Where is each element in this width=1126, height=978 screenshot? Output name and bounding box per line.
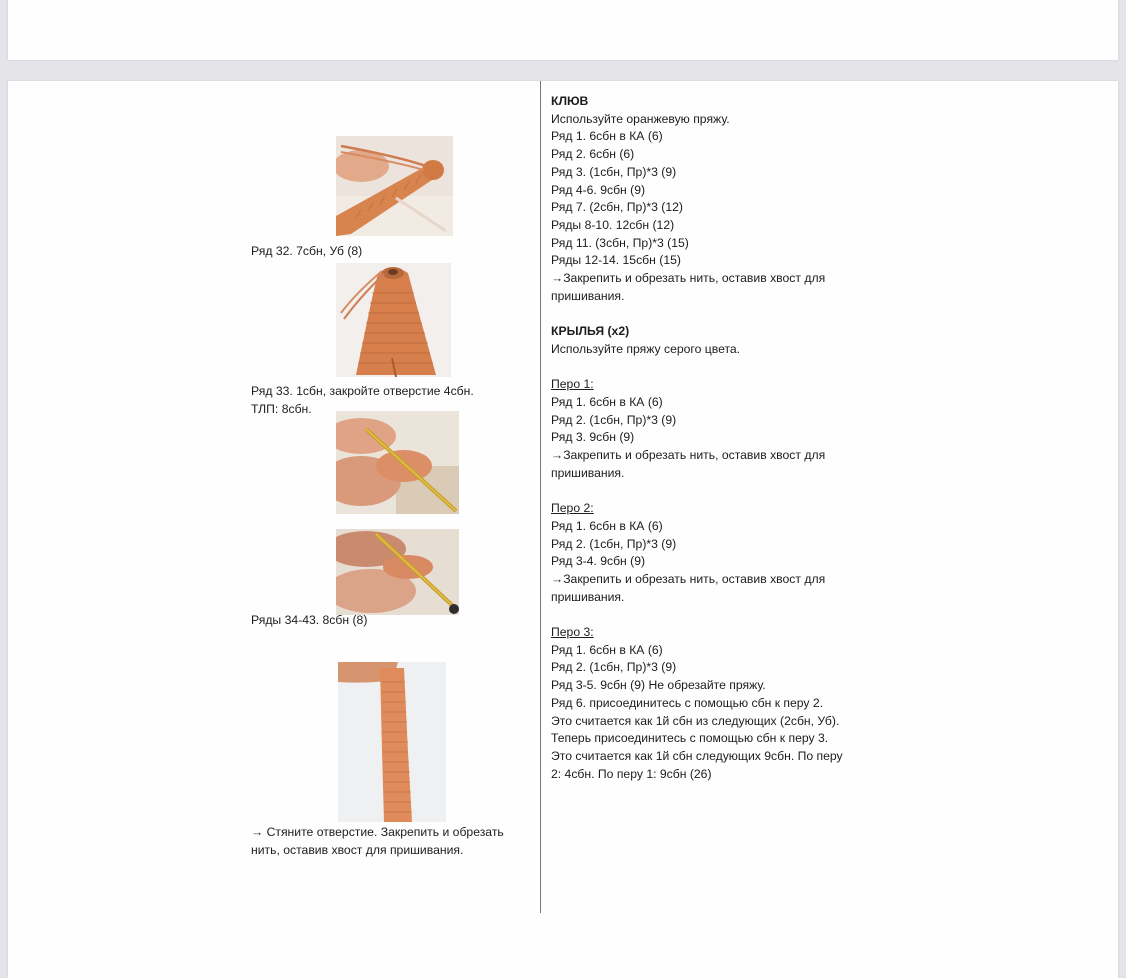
feather-1-heading: Перо 1: [551, 377, 594, 392]
wings-heading: КРЫЛЬЯ (x2) [551, 324, 630, 339]
feather-3-line: 2: 4сбн. По перу 1: 9сбн (26) [551, 766, 712, 781]
wings-intro: Используйте пряжу серого цвета. [551, 341, 741, 356]
beak-line: Ряд 11. (3сбн, Пр)*3 (15) [551, 235, 689, 250]
beak-line: Ряд 4-6. 9сбн (9) [551, 182, 646, 197]
crochet-bell-shape-photo [336, 263, 451, 377]
caption-tlp: ТЛП: 8сбн. [251, 402, 312, 416]
feather-2-line: Ряд 3-4. 9сбн (9) [551, 554, 646, 569]
crochet-hook-closing-photo [336, 411, 459, 514]
caption-close-opening: → Стяните отверстие. Закрепить и обрезать [251, 825, 504, 839]
feather-1-line: →Закрепить и обрезать нить, оставив хвост для [551, 448, 826, 463]
previous-page [8, 0, 1118, 60]
feather-3-line: Ряд 2. (1сбн, Пр)*3 (9) [551, 660, 677, 675]
beak-line: Ряд 7. (2сбн, Пр)*3 (12) [551, 200, 683, 215]
crochet-long-leg-photo [338, 662, 446, 822]
beak-line: Ряд 3. (1сбн, Пр)*3 (9) [551, 164, 677, 179]
caption-close-opening-2: нить, оставив хвост для пришивания. [251, 843, 464, 857]
feather-2-heading: Перо 2: [551, 501, 594, 516]
feather-2-line: пришивания. [551, 589, 625, 604]
feather-3-line: Это считается как 1й сбн из следующих (2сбн, Уб). [551, 713, 840, 728]
feather-3-line: Это считается как 1й сбн следующих 9сбн. По перу [551, 748, 843, 763]
feather-3-heading: Перо 3: [551, 625, 594, 640]
feather-2-line: Ряд 2. (1сбн, Пр)*3 (9) [551, 536, 677, 551]
feather-3-line: Теперь присоединитесь с помощью сбн к перу 3. [551, 731, 829, 746]
beak-line: Ряд 1. 6сбн в КА (6) [551, 129, 663, 144]
beak-line: пришивания. [551, 288, 625, 303]
feather-1-line: Ряд 1. 6сбн в КА (6) [551, 394, 663, 409]
feather-3-line: Ряд 3-5. 9сбн (9) Не обрезайте пряжу. [551, 678, 766, 693]
pattern-text-column [551, 93, 891, 783]
feather-2-line: Ряд 1. 6сбн в КА (6) [551, 518, 663, 533]
beak-line: Ряды 12-14. 15сбн (15) [551, 253, 681, 268]
caption-row-32: Ряд 32. 7сбн, Уб (8) [251, 244, 363, 258]
caption-rows-34-43: Ряды 34-43. 8сбн (8) [251, 613, 368, 627]
beak-line: →Закрепить и обрезать нить, оставив хвост для [551, 271, 826, 286]
caption-row-33: Ряд 33. 1сбн, закройте отверстие 4сбн. [251, 384, 474, 398]
feather-1-line: пришивания. [551, 465, 625, 480]
beak-line: Ряды 8-10. 12сбн (12) [551, 217, 675, 232]
feather-2-line: →Закрепить и обрезать нить, оставив хвост для [551, 571, 826, 586]
feather-3-line: Ряд 1. 6сбн в КА (6) [551, 642, 663, 657]
beak-line: Ряд 2. 6сбн (6) [551, 147, 635, 162]
feather-3-line: Ряд 6. присоединитесь с помощью сбн к перу 2. [551, 695, 824, 710]
feather-1-line: Ряд 2. (1сбн, Пр)*3 (9) [551, 412, 677, 427]
feather-1-line: Ряд 3. 9сбн (9) [551, 430, 635, 445]
document-page [8, 81, 1118, 978]
beak-line: Используйте оранжевую пряжу. [551, 111, 730, 126]
crochet-hook-rows-photo [336, 529, 459, 615]
column-divider [540, 81, 541, 913]
crochet-tube-with-threads-photo [336, 136, 453, 236]
beak-heading: КЛЮВ [551, 94, 589, 108]
